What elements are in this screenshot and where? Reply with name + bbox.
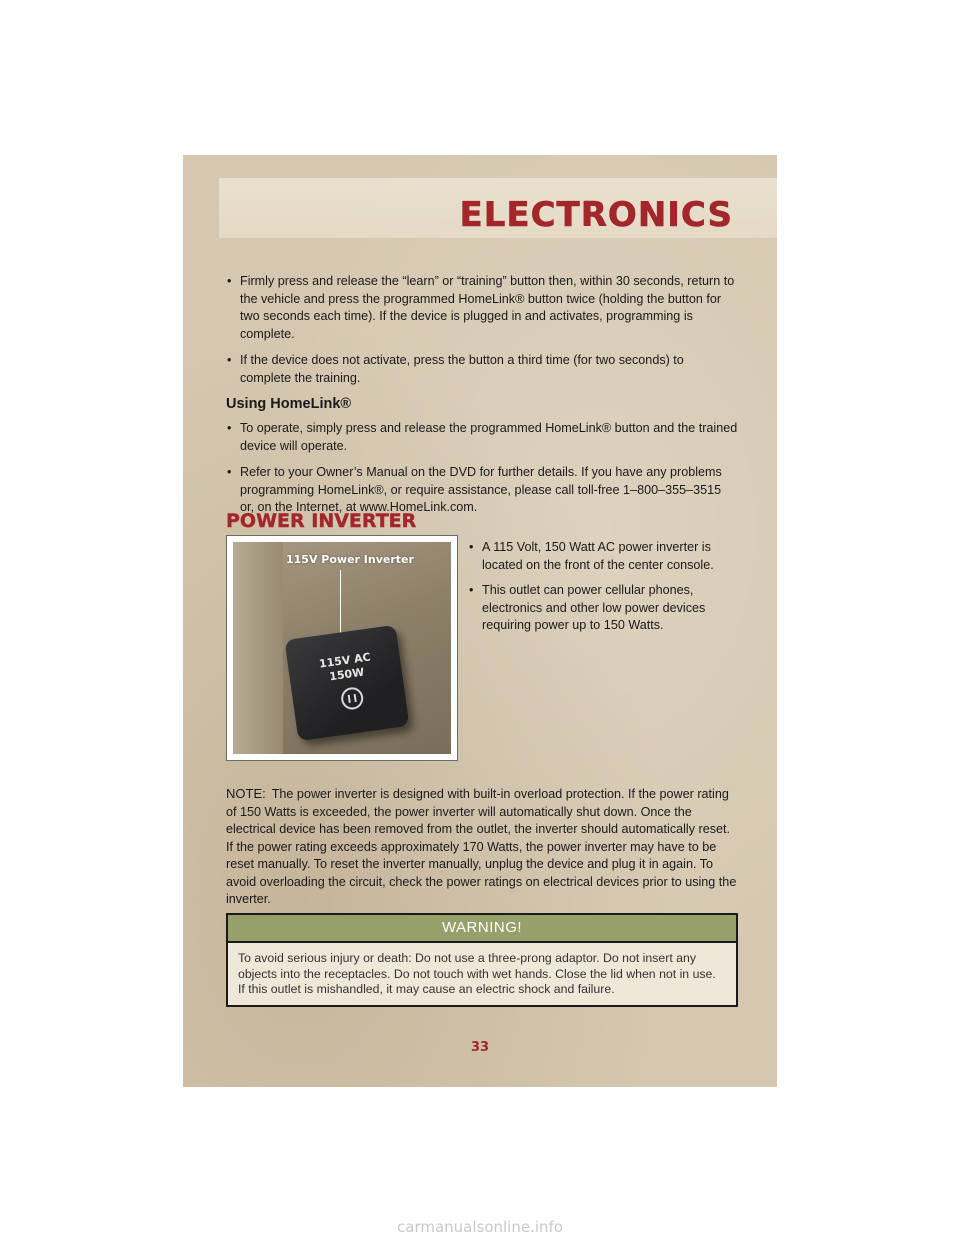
power-inverter-photo — [226, 535, 458, 761]
homelink-bullet-list — [226, 420, 738, 517]
outlet-rating-line: 150W — [328, 665, 366, 684]
power-inverter-bullets — [468, 539, 738, 643]
warning-title: WARNING! — [228, 915, 736, 943]
watermark-text: carmanualsonline.info — [397, 1218, 563, 1236]
using-homelink-heading: Using HomeLink® — [226, 396, 352, 412]
inverter-bullet-list — [468, 539, 738, 635]
outlet-rating-text — [309, 649, 382, 686]
list-item: • A 115 Volt, 150 Watt AC power inverter is located on the front of the center console. — [468, 539, 738, 574]
callout-leader-line — [340, 570, 341, 636]
intro-content — [226, 273, 738, 526]
console-panel — [233, 542, 283, 754]
list-item: • To operate, simply press and release the programmed HomeLink® button and the trained device will operate. — [226, 420, 738, 455]
page-number: 33 — [470, 1040, 490, 1055]
note-paragraph — [226, 785, 738, 909]
manual-page — [183, 155, 777, 1087]
section-header-title: ELECTRONICS — [459, 195, 733, 235]
power-inverter-heading: POWER INVERTER — [226, 510, 417, 532]
inverter-outlet — [284, 625, 409, 742]
list-item: • Refer to your Owner’s Manual on the DVD for further details. If you have any problems programming HomeLink®, or require assistance, please call toll-free 1–800–355–3515 or, on the Internet, at www.HomeLink.com. — [226, 464, 738, 517]
photo-image — [233, 542, 451, 754]
photo-callout-label: 115V Power Inverter — [286, 553, 414, 566]
socket-icon — [340, 686, 365, 711]
warning-text: To avoid serious injury or death: Do not use a three-prong adaptor. Do not insert any objects into the receptacles. Do not touch with wet hands. Close the lid when not in use. If this outlet is mishandled, it may cause an electric shock and failure. — [238, 951, 716, 996]
list-item: • This outlet can power cellular phones, electronics and other low power devices requiring power up to 150 Watts. — [468, 582, 738, 635]
list-item: • If the device does not activate, press the button a third time (for two seconds) to complete the training. — [226, 352, 738, 387]
list-item: • Firmly press and release the “learn” or “training” button then, within 30 seconds, return to the vehicle and press the programmed HomeLink® button twice (holding the button for two seconds each time). If the device is plugged in and activates, programming is complete. — [226, 273, 738, 343]
note-label: NOTE: — [226, 786, 266, 801]
warning-box — [226, 913, 738, 1007]
intro-bullet-list — [226, 273, 738, 387]
outlet-rating-line: 115V AC — [318, 650, 372, 671]
note-text: The power inverter is designed with built-in overload protection. If the power rating of 150 Watts is exceeded, the power inverter will automatically shut down. Once the electrical device has been removed from the outlet, the inverter should automatically reset. If the power rating exceeds approximately 170 Watts, the power inverter may have to be reset manually. To reset the inverter manually, unplug the device and plug it in again. To avoid overloading the circuit, check the power ratings on electrical devices prior to using the inverter. — [226, 787, 737, 906]
